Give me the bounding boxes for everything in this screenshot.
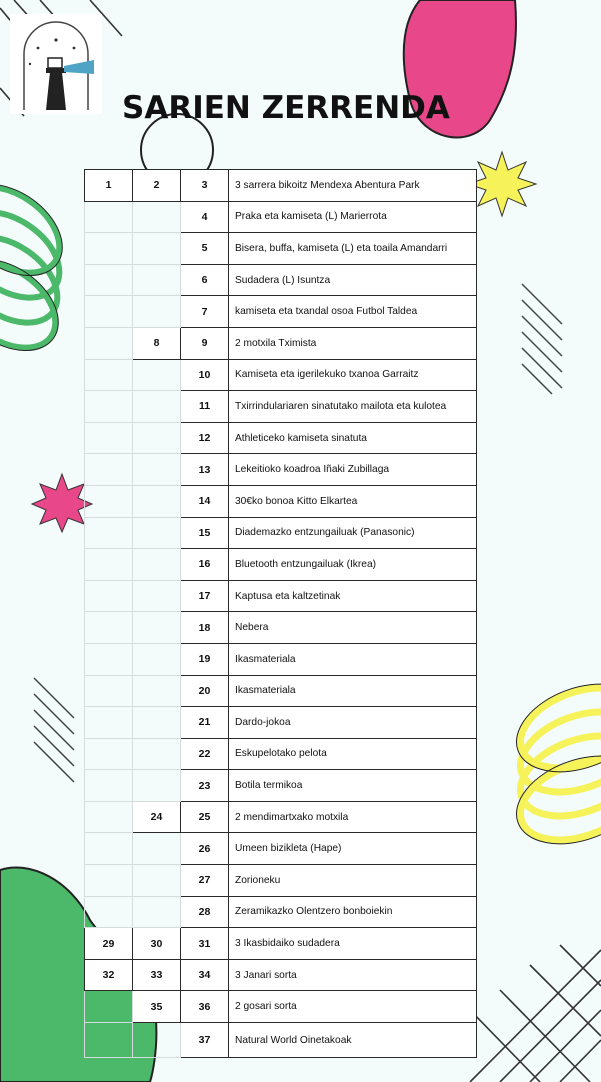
ticket-number-cell bbox=[85, 801, 133, 833]
prize-description-cell: 3 sarrera bikoitz Mendexa Abentura Park bbox=[229, 170, 477, 202]
ticket-number-cell: 32 bbox=[85, 959, 133, 991]
pink-star bbox=[32, 474, 92, 532]
table-row bbox=[85, 549, 477, 581]
ticket-number-cell: 37 bbox=[181, 1023, 229, 1058]
ticket-number-cell bbox=[133, 738, 181, 770]
table-row bbox=[85, 580, 477, 612]
ticket-number-cell bbox=[133, 707, 181, 739]
ticket-number-cell: 2 bbox=[133, 170, 181, 202]
table-row bbox=[85, 170, 477, 202]
prize-description-cell: 2 motxila Tximista bbox=[229, 327, 477, 359]
prize-description-cell: Ikasmateriala bbox=[229, 643, 477, 675]
table-row bbox=[85, 707, 477, 739]
table-row bbox=[85, 675, 477, 707]
ticket-number-cell bbox=[85, 643, 133, 675]
prize-description-cell: 30€ko bonoa Kitto Elkartea bbox=[229, 485, 477, 517]
ticket-number-cell: 22 bbox=[181, 738, 229, 770]
ticket-number-cell bbox=[133, 485, 181, 517]
table-row bbox=[85, 201, 477, 233]
prize-description-cell: 2 gosari sorta bbox=[229, 991, 477, 1023]
ticket-number-cell: 8 bbox=[133, 327, 181, 359]
ticket-number-cell: 27 bbox=[181, 865, 229, 897]
ticket-number-cell bbox=[85, 549, 133, 581]
ticket-number-cell: 29 bbox=[85, 928, 133, 960]
table-row bbox=[85, 264, 477, 296]
ticket-number-cell bbox=[85, 675, 133, 707]
ticket-number-cell bbox=[85, 517, 133, 549]
ticket-number-cell bbox=[133, 264, 181, 296]
ticket-number-cell bbox=[133, 896, 181, 928]
ticket-number-cell bbox=[133, 422, 181, 454]
ticket-number-cell: 16 bbox=[181, 549, 229, 581]
prize-description-cell: kamiseta eta txandal osoa Futbol Taldea bbox=[229, 296, 477, 328]
prize-description-cell: Nebera bbox=[229, 612, 477, 644]
ticket-number-cell bbox=[85, 201, 133, 233]
ticket-number-cell bbox=[85, 612, 133, 644]
ticket-number-cell: 35 bbox=[133, 991, 181, 1023]
table-row bbox=[85, 991, 477, 1023]
prize-description-cell: Sudadera (L) Isuntza bbox=[229, 264, 477, 296]
prize-description-cell: Umeen bizikleta (Hape) bbox=[229, 833, 477, 865]
ticket-number-cell: 10 bbox=[181, 359, 229, 391]
ticket-number-cell bbox=[85, 327, 133, 359]
ticket-number-cell bbox=[85, 865, 133, 897]
ticket-number-cell: 9 bbox=[181, 327, 229, 359]
ticket-number-cell bbox=[85, 485, 133, 517]
prize-description-cell: Dardo-jokoa bbox=[229, 707, 477, 739]
prize-description-cell: Txirrindulariaren sinatutako mailota eta kulotea bbox=[229, 391, 477, 423]
prize-description-cell: Botila termikoa bbox=[229, 770, 477, 802]
prize-description-cell: Diademazko entzungailuak (Panasonic) bbox=[229, 517, 477, 549]
ticket-number-cell bbox=[133, 296, 181, 328]
prize-description-cell: Natural World Oinetakoak bbox=[229, 1023, 477, 1058]
table-row bbox=[85, 296, 477, 328]
lighthouse-icon bbox=[10, 14, 102, 114]
ticket-number-cell: 15 bbox=[181, 517, 229, 549]
prize-description-cell: 3 Janari sorta bbox=[229, 959, 477, 991]
prize-description-cell: Kamiseta eta igerilekuko txanoa Garraitz bbox=[229, 359, 477, 391]
table-row bbox=[85, 454, 477, 486]
ticket-number-cell: 17 bbox=[181, 580, 229, 612]
table-row bbox=[85, 738, 477, 770]
ticket-number-cell bbox=[133, 549, 181, 581]
ticket-number-cell bbox=[85, 359, 133, 391]
ticket-number-cell bbox=[133, 833, 181, 865]
prize-description-cell: Bluetooth entzungailuak (Ikrea) bbox=[229, 549, 477, 581]
ticket-number-cell: 23 bbox=[181, 770, 229, 802]
prize-description-cell: 3 Ikasbidaiko sudadera bbox=[229, 928, 477, 960]
ticket-number-cell bbox=[133, 359, 181, 391]
ticket-number-cell bbox=[85, 770, 133, 802]
table-row bbox=[85, 928, 477, 960]
table-row bbox=[85, 770, 477, 802]
prize-description-cell: 2 mendimartxako motxila bbox=[229, 801, 477, 833]
ticket-number-cell: 26 bbox=[181, 833, 229, 865]
ticket-number-cell: 3 bbox=[181, 170, 229, 202]
ticket-number-cell: 13 bbox=[181, 454, 229, 486]
ticket-number-cell: 7 bbox=[181, 296, 229, 328]
ticket-number-cell bbox=[133, 517, 181, 549]
ticket-number-cell: 11 bbox=[181, 391, 229, 423]
page-title: SARIEN ZERRENDA bbox=[122, 90, 450, 126]
ticket-number-cell: 14 bbox=[181, 485, 229, 517]
ticket-number-cell: 19 bbox=[181, 643, 229, 675]
table-row bbox=[85, 422, 477, 454]
ticket-number-cell bbox=[85, 391, 133, 423]
lighthouse-logo bbox=[10, 14, 102, 114]
ticket-number-cell: 34 bbox=[181, 959, 229, 991]
table-row bbox=[85, 801, 477, 833]
prize-description-cell: Bisera, buffa, kamiseta (L) eta toaila Amandarri bbox=[229, 233, 477, 265]
grid-lines-bottom-right bbox=[470, 945, 601, 1082]
prize-description-cell: Eskupelotako pelota bbox=[229, 738, 477, 770]
ticket-number-cell: 24 bbox=[133, 801, 181, 833]
ticket-number-cell: 6 bbox=[181, 264, 229, 296]
table-row bbox=[85, 391, 477, 423]
table-row bbox=[85, 643, 477, 675]
green-coil bbox=[0, 170, 75, 365]
ticket-number-cell: 1 bbox=[85, 170, 133, 202]
ticket-number-cell: 31 bbox=[181, 928, 229, 960]
table-row bbox=[85, 833, 477, 865]
prize-description-cell: Lekeitioko koadroa Iñaki Zubillaga bbox=[229, 454, 477, 486]
ticket-number-cell bbox=[133, 454, 181, 486]
ticket-number-cell: 28 bbox=[181, 896, 229, 928]
ticket-number-cell bbox=[133, 233, 181, 265]
ticket-number-cell bbox=[133, 643, 181, 675]
ticket-number-cell bbox=[133, 580, 181, 612]
table-row bbox=[85, 359, 477, 391]
ticket-number-cell bbox=[85, 833, 133, 865]
ticket-number-cell: 18 bbox=[181, 612, 229, 644]
table-row bbox=[85, 327, 477, 359]
prize-description-cell: Zorioneku bbox=[229, 865, 477, 897]
table-row bbox=[85, 233, 477, 265]
ticket-number-cell bbox=[85, 264, 133, 296]
ticket-number-cell: 25 bbox=[181, 801, 229, 833]
table-row bbox=[85, 517, 477, 549]
prize-list-table bbox=[84, 169, 477, 1058]
prize-description-cell: Praka eta kamiseta (L) Marierrota bbox=[229, 201, 477, 233]
ticket-number-cell bbox=[85, 580, 133, 612]
ticket-number-cell bbox=[85, 707, 133, 739]
table-row bbox=[85, 865, 477, 897]
ticket-number-cell bbox=[133, 865, 181, 897]
ticket-number-cell bbox=[85, 1023, 133, 1058]
prize-description-cell: Kaptusa eta kaltzetinak bbox=[229, 580, 477, 612]
ticket-number-cell bbox=[133, 391, 181, 423]
yellow-starburst bbox=[468, 152, 536, 216]
ticket-number-cell: 30 bbox=[133, 928, 181, 960]
ticket-number-cell: 33 bbox=[133, 959, 181, 991]
prize-description-cell: Athleticeko kamiseta sinatuta bbox=[229, 422, 477, 454]
ticket-number-cell bbox=[85, 233, 133, 265]
ticket-number-cell bbox=[85, 991, 133, 1023]
ticket-number-cell: 20 bbox=[181, 675, 229, 707]
table-row bbox=[85, 959, 477, 991]
ticket-number-cell: 21 bbox=[181, 707, 229, 739]
table-row bbox=[85, 485, 477, 517]
ticket-number-cell bbox=[133, 770, 181, 802]
prize-description-cell: Ikasmateriala bbox=[229, 675, 477, 707]
prize-description-cell: Zeramikazko Olentzero bonboiekin bbox=[229, 896, 477, 928]
ticket-number-cell: 5 bbox=[181, 233, 229, 265]
ticket-number-cell bbox=[85, 896, 133, 928]
ticket-number-cell bbox=[133, 1023, 181, 1058]
ticket-number-cell: 12 bbox=[181, 422, 229, 454]
ticket-number-cell bbox=[85, 738, 133, 770]
table-row bbox=[85, 1023, 477, 1058]
yellow-coil bbox=[509, 673, 601, 855]
hatch-lines-right bbox=[522, 284, 562, 394]
hatch-lines-left bbox=[34, 678, 74, 782]
ticket-number-cell bbox=[133, 675, 181, 707]
ticket-number-cell: 36 bbox=[181, 991, 229, 1023]
ticket-number-cell: 4 bbox=[181, 201, 229, 233]
ticket-number-cell bbox=[85, 296, 133, 328]
ticket-number-cell bbox=[133, 612, 181, 644]
table-row bbox=[85, 612, 477, 644]
ticket-number-cell bbox=[85, 422, 133, 454]
ticket-number-cell bbox=[85, 454, 133, 486]
ticket-number-cell bbox=[133, 201, 181, 233]
table-row bbox=[85, 896, 477, 928]
